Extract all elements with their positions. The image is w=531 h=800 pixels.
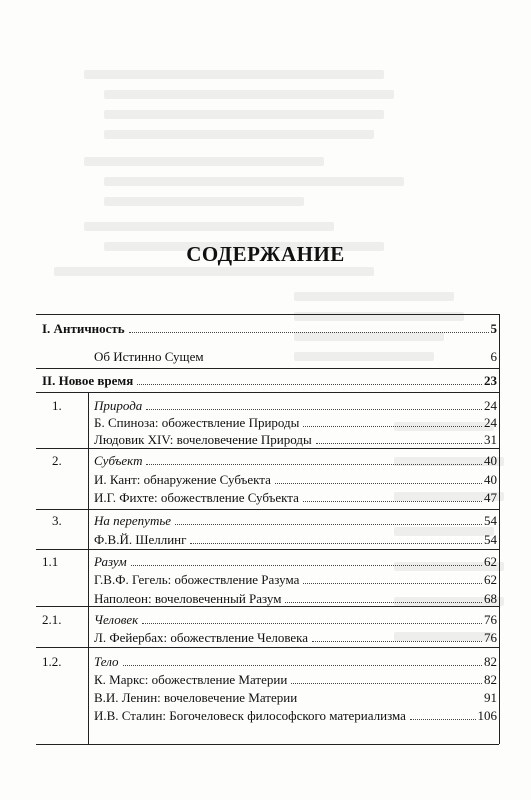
toc-entry-title: К. Маркс: обожествление Материи	[94, 672, 288, 687]
toc-entry-page-number: 23	[484, 373, 497, 388]
toc-entry-s1a	[94, 348, 497, 365]
dot-leader	[275, 483, 482, 484]
rule-page-column	[499, 314, 500, 744]
dot-leader	[303, 583, 482, 584]
toc-entry-c1a	[94, 414, 497, 431]
toc-entry-s2	[42, 372, 497, 389]
toc-entry-page-number: 62	[484, 554, 497, 569]
dot-leader	[303, 501, 482, 502]
toc-entry-title: Разум	[94, 554, 127, 569]
toc-entry-c3	[52, 512, 497, 529]
dot-leader	[123, 665, 482, 666]
toc-entry-page-number: 40	[484, 472, 497, 487]
toc-entry-c1	[52, 397, 497, 414]
toc-entry-page-number: 54	[484, 513, 497, 528]
toc-entry-s1	[42, 320, 497, 337]
toc-entry-c12a	[94, 671, 497, 688]
toc-entry-title: И. Кант: обнаружение Субъекта	[94, 472, 271, 487]
dot-leader	[303, 426, 482, 427]
dot-leader	[190, 543, 482, 544]
toc-entry-c11a	[94, 571, 497, 588]
toc-entry-number: 1.	[52, 398, 62, 413]
toc-entry-number: 2.1.	[42, 612, 62, 627]
toc-entry-page-number: 82	[484, 672, 497, 687]
dot-leader	[285, 602, 482, 603]
toc-entry-title: В.И. Ленин: вочеловечение Материи	[94, 690, 298, 705]
dot-leader	[129, 332, 489, 333]
dot-leader	[142, 623, 482, 624]
toc-entry-page-number: 47	[484, 490, 497, 505]
rule-modern-end	[36, 392, 499, 393]
toc-entry-c2a	[94, 471, 497, 488]
toc-entry-c11	[42, 553, 497, 570]
rule-left-column	[88, 392, 89, 744]
toc-entry-page-number: 68	[484, 591, 497, 606]
toc-entry-number: 1.2.	[42, 654, 62, 669]
dot-leader	[146, 464, 482, 465]
rule-ch3-end	[36, 549, 499, 550]
toc-entry-title: Тело	[94, 654, 119, 669]
rule-ch11-end	[36, 606, 499, 607]
toc-entry-c21	[42, 611, 497, 628]
rule-top	[36, 314, 499, 315]
toc-entry-page-number: 5	[490, 321, 497, 336]
toc-entry-title: На перепутье	[94, 513, 172, 528]
toc-entry-title: Субъект	[94, 453, 143, 468]
toc-entry-c12c	[94, 707, 497, 724]
toc-entry-title: Б. Спиноза: обожествление Природы	[94, 415, 300, 430]
toc-entry-title: Наполеон: вочеловеченный Разум	[94, 591, 282, 606]
toc-entry-title: Природа	[94, 398, 143, 413]
dot-leader	[137, 384, 482, 385]
dot-leader	[316, 443, 482, 444]
toc-entry-number: 2.	[52, 453, 62, 468]
toc-entry-title: II. Новое время	[42, 373, 134, 388]
toc-entry-title: Об Истинно Сущем	[94, 349, 204, 364]
toc-entry-number: 1.1	[42, 554, 59, 569]
rule-ch21-end	[36, 647, 499, 648]
toc-entry-title: И.В. Сталин: Богочеловеск философского материализма	[94, 708, 406, 723]
toc-entry-c12	[42, 653, 497, 670]
toc-entry-title: И.Г. Фихте: обожествление Субъекта	[94, 490, 299, 505]
dot-leader	[291, 683, 482, 684]
toc-entry-page-number: 31	[484, 432, 497, 447]
toc-entry-page-number: 54	[484, 532, 497, 547]
toc-entry-page-number: 6	[490, 349, 497, 364]
toc-entry-page-number: 62	[484, 572, 497, 587]
toc-entry-page-number: 24	[484, 415, 497, 430]
rule-ch1-end	[36, 448, 499, 449]
dot-leader	[146, 409, 482, 410]
toc-entry-number: 3.	[52, 513, 62, 528]
page-title: СОДЕРЖАНИЕ	[186, 242, 345, 266]
toc-entry-page-number: 40	[484, 453, 497, 468]
toc-entry-c21a	[94, 629, 497, 646]
rule-antiquity-end	[36, 368, 499, 369]
toc-entry-c12b	[94, 689, 497, 706]
dot-leader	[410, 719, 476, 720]
toc-entry-title: Человек	[94, 612, 139, 627]
rule-bottom	[36, 744, 499, 745]
toc-entry-title: Г.В.Ф. Гегель: обожествление Разума	[94, 572, 300, 587]
toc-entry-title: I. Античность	[42, 321, 125, 336]
toc-entry-title: Ф.В.Й. Шеллинг	[94, 532, 187, 547]
dot-leader	[312, 641, 482, 642]
toc-entry-c1b	[94, 431, 497, 448]
toc-entry-c11b	[94, 590, 497, 607]
toc-entry-c3a	[94, 531, 497, 548]
toc-entry-page-number: 24	[484, 398, 497, 413]
toc-entry-c2	[52, 452, 497, 469]
toc-entry-page-number: 106	[477, 708, 497, 723]
toc-entry-title: Л. Фейербах: обожествление Человека	[94, 630, 309, 645]
rule-ch2-end	[36, 509, 499, 510]
toc-entry-page-number: 91	[484, 690, 497, 705]
toc-entry-page-number: 76	[484, 630, 497, 645]
dot-leader	[131, 565, 482, 566]
toc-entry-c2b	[94, 489, 497, 506]
toc-entry-title: Людовик XIV: вочеловечение Природы	[94, 432, 312, 447]
dot-leader	[175, 524, 482, 525]
toc-entry-page-number: 76	[484, 612, 497, 627]
toc-entry-page-number: 82	[484, 654, 497, 669]
